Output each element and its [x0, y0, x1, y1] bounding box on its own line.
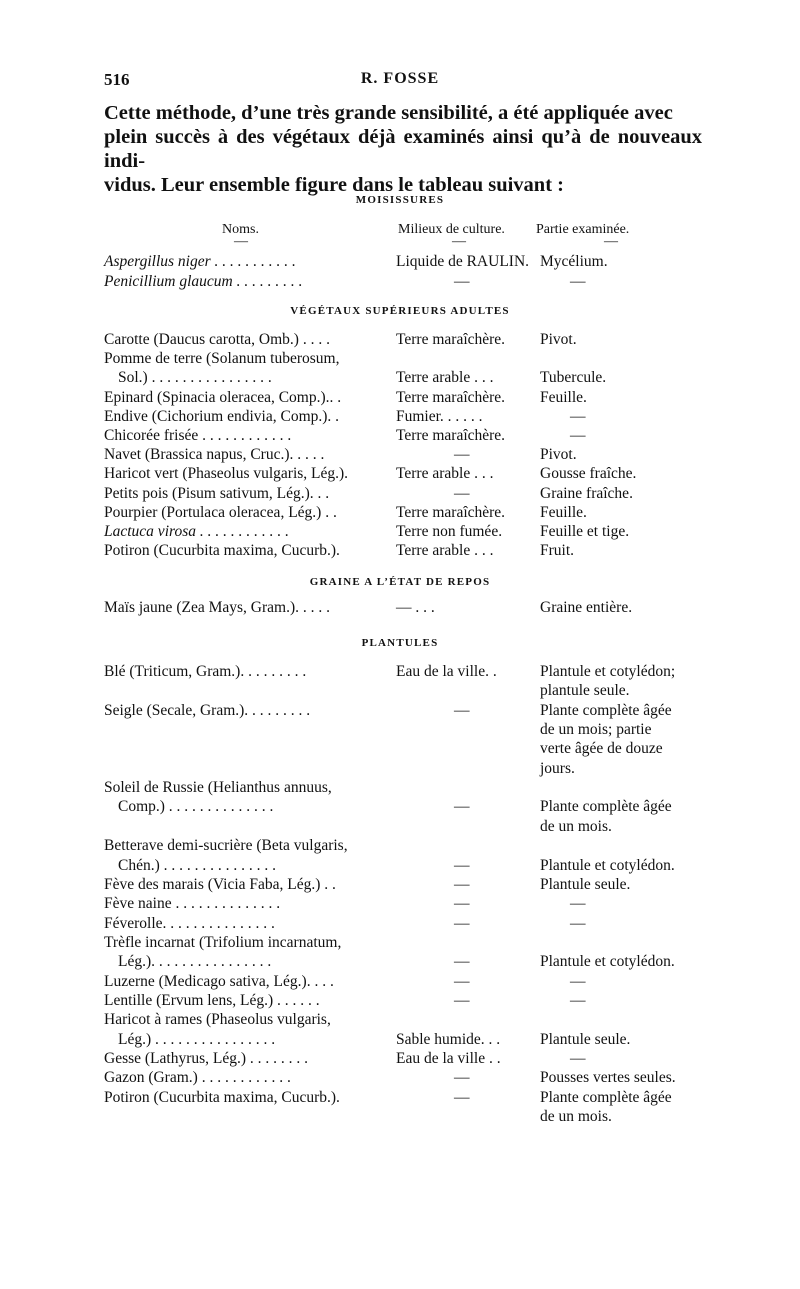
column-header-milieux: Milieux de culture.	[398, 222, 505, 237]
section-title-moisissures: MOISISSURES	[355, 194, 445, 206]
species-name-cell: Lég.) . . . . . . . . . . . . . . . .	[118, 1030, 276, 1048]
species-name-cell: Lentille (Ervum lens, Lég.) . . . . . .	[104, 991, 320, 1009]
table-row	[0, 952, 800, 972]
table-row	[0, 522, 800, 542]
running-head: R. FOSSE	[360, 70, 440, 87]
examined-part-cell: —	[570, 407, 586, 425]
table-row	[0, 598, 800, 618]
examined-part-cell: —	[570, 1050, 586, 1067]
culture-medium-cell: Eau de la ville . .	[396, 1050, 501, 1067]
examined-part-cell: Pivot.	[540, 331, 577, 348]
examined-part-cell: Feuille.	[540, 503, 587, 521]
culture-medium-cell: Terre arable . . .	[396, 542, 494, 560]
examined-part-cell: Plantule seule.	[540, 875, 631, 893]
species-name-cell: Betterave demi-sucrière (Beta vulgaris,	[104, 837, 348, 855]
species-name-cell: Trèfle incarnat (Trifolium incarnatum,	[104, 933, 342, 951]
table-row	[0, 368, 800, 388]
species-name-cell: Chicorée frisée . . . . . . . . . . . .	[104, 427, 292, 444]
species-name-cell: Navet (Brassica napus, Cruc.). . . . .	[104, 446, 325, 464]
culture-medium-cell: —	[454, 895, 470, 913]
examined-part-cell: Tubercule.	[540, 369, 607, 387]
species-name-cell: Comp.) . . . . . . . . . . . . . .	[118, 798, 274, 816]
species-name-cell: Féverolle. . . . . . . . . . . . . . .	[104, 914, 275, 932]
culture-medium-cell: Sable humide. . .	[396, 1030, 501, 1048]
species-name-cell: Fève naine . . . . . . . . . . . . . .	[104, 895, 281, 913]
species-name-cell: Aspergillus niger . . . . . . . . . . .	[104, 253, 296, 270]
species-name-cell: Gesse (Lathyrus, Lég.) . . . . . . . .	[104, 1050, 309, 1067]
table-row	[0, 662, 800, 682]
table-row	[0, 330, 800, 350]
column-header-partie: Partie examinée.	[536, 222, 630, 237]
culture-medium-cell: —	[454, 446, 470, 464]
table-row	[0, 797, 800, 817]
culture-medium-cell: Terre non fumée.	[396, 523, 503, 540]
examined-part-cell: Fruit.	[540, 542, 575, 560]
culture-medium-cell: —	[454, 875, 470, 893]
column-header-dash: —	[604, 234, 618, 249]
species-name-cell: Haricot à rames (Phaseolus vulgaris,	[104, 1011, 331, 1029]
examined-part-cell: Pousses vertes seules.	[540, 1069, 676, 1087]
culture-medium-cell: Liquide de RAULIN.	[396, 253, 530, 270]
table-row	[0, 1068, 800, 1088]
table-row	[0, 817, 800, 837]
table-row	[0, 407, 800, 427]
page-number: 516	[104, 70, 130, 89]
table-row	[0, 464, 800, 484]
table-row	[0, 541, 800, 561]
culture-medium-cell: —	[454, 991, 470, 1009]
species-name-cell: Pourpier (Portulaca oleracea, Lég.) . .	[104, 503, 337, 521]
table-row	[0, 894, 800, 914]
intro-line: vidus. Leur ensemble figure dans le tableau suivant :	[104, 174, 564, 196]
species-name-cell: Maïs jaune (Zea Mays, Gram.). . . . .	[104, 599, 330, 616]
culture-medium-cell: —	[454, 1088, 470, 1106]
culture-medium-cell: Fumier. . . . . .	[396, 407, 483, 425]
table-row	[0, 1088, 800, 1108]
examined-part-cell: Feuille.	[540, 388, 587, 406]
examined-part-cell: Feuille et tige.	[540, 523, 630, 540]
intro-line: Cette méthode, d’une très grande sensibilité, a été appliquée avec	[104, 102, 673, 124]
examined-part-cell: —	[570, 895, 586, 913]
column-header-noms: Noms.	[222, 222, 259, 237]
species-name-cell: Potiron (Cucurbita maxima, Cucurb.).	[104, 1088, 340, 1106]
table-row	[0, 272, 800, 292]
table-row	[0, 388, 800, 408]
culture-medium-cell: —	[454, 701, 470, 719]
table-row	[0, 1010, 800, 1030]
examined-part-cell: de un mois.	[540, 1108, 612, 1126]
species-name-cell: Lég.). . . . . . . . . . . . . . . .	[118, 953, 272, 971]
column-header-dash: —	[234, 234, 248, 249]
examined-part-cell: Plantule et cotylédon.	[540, 953, 675, 971]
examined-part-cell: Mycélium.	[540, 253, 608, 270]
table-row	[0, 720, 800, 740]
table-row	[0, 836, 800, 856]
culture-medium-cell: —	[454, 972, 470, 990]
table-row	[0, 933, 800, 953]
species-name-cell: Seigle (Secale, Gram.). . . . . . . . .	[104, 701, 311, 719]
table-row	[0, 1049, 800, 1069]
species-name-cell: Gazon (Gram.) . . . . . . . . . . . .	[104, 1069, 291, 1087]
column-header-dash: —	[452, 234, 466, 249]
species-name-cell: Lactuca virosa . . . . . . . . . . . .	[104, 523, 289, 540]
table-row	[0, 875, 800, 895]
examined-part-cell: plantule seule.	[540, 682, 630, 700]
table-row	[0, 445, 800, 465]
table-row	[0, 426, 800, 446]
examined-part-cell: Plantule et cotylédon.	[540, 856, 675, 874]
table-row	[0, 503, 800, 523]
culture-medium-cell: —	[454, 1069, 470, 1087]
culture-medium-cell: —	[454, 272, 470, 290]
table-row	[0, 759, 800, 779]
examined-part-cell: Plante complète âgée	[540, 798, 672, 816]
culture-medium-cell: Terre arable . . .	[396, 465, 494, 483]
species-name-cell: Penicillium glaucum . . . . . . . . .	[104, 272, 303, 290]
examined-part-cell: Plantule seule.	[540, 1030, 631, 1048]
species-name-cell: Potiron (Cucurbita maxima, Cucurb.).	[104, 542, 340, 560]
culture-medium-cell: —	[454, 856, 470, 874]
table-row	[0, 972, 800, 992]
table-row	[0, 778, 800, 798]
examined-part-cell: Plante complète âgée	[540, 701, 672, 719]
examined-part-cell: —	[570, 427, 586, 444]
table-row	[0, 739, 800, 759]
culture-medium-cell: —	[454, 484, 470, 502]
examined-part-cell: jours.	[540, 759, 575, 777]
species-name-cell: Pomme de terre (Solanum tuberosum,	[104, 350, 340, 368]
intro-line: plein succès à des végétaux déjà examinés ainsi qu’à de nouveaux indi-	[104, 126, 702, 172]
culture-medium-cell: Terre maraîchère.	[396, 427, 506, 444]
examined-part-cell: —	[570, 914, 586, 932]
intro-paragraph	[104, 101, 702, 197]
examined-part-cell: de un mois; partie	[540, 721, 652, 739]
culture-medium-cell: —	[454, 798, 470, 816]
table-row	[0, 701, 800, 721]
section-title-graine: GRAINE A L’ÉTAT DE REPOS	[309, 576, 491, 588]
examined-part-cell: Gousse fraîche.	[540, 465, 637, 483]
examined-part-cell: verte âgée de douze	[540, 740, 663, 758]
section-title-vegetaux: VÉGÉTAUX SUPÉRIEURS ADULTES	[290, 305, 510, 317]
examined-part-cell: —	[570, 272, 586, 290]
table-row	[0, 991, 800, 1011]
table-row	[0, 349, 800, 369]
species-name-cell: Soleil de Russie (Helianthus annuus,	[104, 779, 332, 797]
examined-part-cell: de un mois.	[540, 817, 612, 835]
table-row	[0, 252, 800, 272]
examined-part-cell: —	[570, 991, 586, 1009]
species-name-cell: Luzerne (Medicago sativa, Lég.). . . .	[104, 972, 334, 990]
table-row	[0, 856, 800, 876]
species-name-cell: Petits pois (Pisum sativum, Lég.). . .	[104, 484, 330, 502]
table-row	[0, 1107, 800, 1127]
culture-medium-cell: Terre maraîchère.	[396, 503, 506, 521]
culture-medium-cell: Terre maraîchère.	[396, 331, 506, 348]
table-row	[0, 484, 800, 504]
species-name-cell: Blé (Triticum, Gram.). . . . . . . . .	[104, 663, 307, 680]
table-row	[0, 1030, 800, 1050]
species-name-cell: Epinard (Spinacia oleracea, Comp.).. .	[104, 388, 342, 406]
culture-medium-cell: Terre maraîchère.	[396, 388, 506, 406]
culture-medium-cell: Terre arable . . .	[396, 369, 494, 387]
species-name-cell: Endive (Cichorium endivia, Comp.). .	[104, 407, 340, 425]
table-row	[0, 914, 800, 934]
species-name-cell: Carotte (Daucus carotta, Omb.) . . . .	[104, 331, 330, 348]
examined-part-cell: Pivot.	[540, 446, 577, 464]
species-name-cell: Chén.) . . . . . . . . . . . . . . .	[118, 856, 277, 874]
species-name-cell: Sol.) . . . . . . . . . . . . . . . .	[118, 369, 272, 387]
culture-medium-cell: —	[454, 914, 470, 932]
culture-medium-cell: Eau de la ville. .	[396, 663, 497, 680]
culture-medium-cell: — . . .	[396, 599, 435, 616]
examined-part-cell: Plante complète âgée	[540, 1088, 672, 1106]
species-name-cell: Fève des marais (Vicia Faba, Lég.) . .	[104, 875, 336, 893]
culture-medium-cell: —	[454, 953, 470, 971]
examined-part-cell: —	[570, 972, 586, 990]
page-header	[0, 70, 800, 92]
section-title-plantules: PLANTULES	[361, 637, 439, 649]
species-name-cell: Haricot vert (Phaseolus vulgaris, Lég.).	[104, 465, 349, 483]
examined-part-cell: Graine entière.	[540, 599, 633, 616]
table-row	[0, 681, 800, 701]
examined-part-cell: Plantule et cotylédon;	[540, 663, 676, 680]
examined-part-cell: Graine fraîche.	[540, 484, 633, 502]
